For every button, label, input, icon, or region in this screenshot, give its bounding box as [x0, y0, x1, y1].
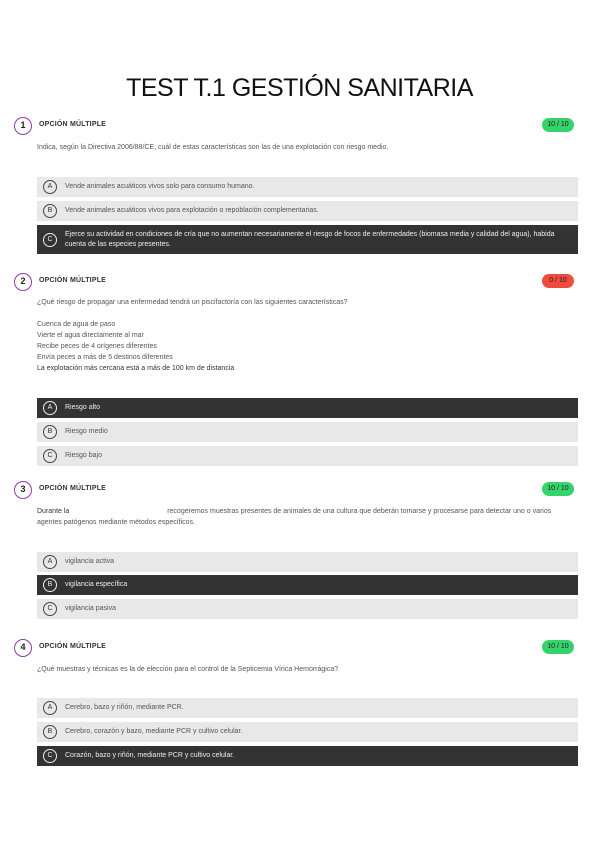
- question-type: OPCIÓN MÚLTIPLE: [39, 277, 107, 284]
- score-badge: 0 / 10: [542, 274, 574, 288]
- option-letter: C: [43, 602, 57, 616]
- option-text: Riesgo medio: [65, 428, 108, 435]
- question-text: Indica, según la Directiva 2006/88/CE, cuál de estas características son las de una explotación con riesgo medio.: [37, 144, 389, 151]
- answer-option[interactable]: [37, 422, 578, 442]
- option-text: Corazón, bazo y riñón, mediante PCR y cultivo celular.: [65, 752, 235, 759]
- option-letter: B: [43, 425, 57, 439]
- question-header: [14, 481, 574, 499]
- option-letter: A: [43, 401, 57, 415]
- question-header: [14, 639, 574, 657]
- option-letter: C: [43, 749, 57, 763]
- question-header: [14, 273, 574, 291]
- option-letter: B: [43, 578, 57, 592]
- detail-line: Vierte el agua directamente al mar: [37, 332, 144, 339]
- detail-line: Recibe peces de 4 orígenes diferentes: [37, 343, 157, 350]
- answer-option[interactable]: [37, 599, 578, 619]
- question-number: 4: [14, 639, 32, 657]
- answer-option[interactable]: [37, 446, 578, 466]
- option-text: Cerebro, bazo y riñón, mediante PCR.: [65, 704, 184, 711]
- detail-line: Cuenca de agua de paso: [37, 321, 116, 328]
- answer-option[interactable]: [37, 177, 578, 197]
- option-letter: A: [43, 701, 57, 715]
- question-text-end: recogeremos muestras presentes de animales de una cultura que deberán tomarse y procesarse para detectar uno o varios agentes patógenos mediante métodos específicos.: [37, 508, 552, 526]
- answer-option[interactable]: [37, 698, 578, 718]
- question-number: 2: [14, 273, 32, 291]
- option-text: Vende animales acuáticos vivos solo para consumo humano.: [65, 183, 255, 190]
- question-type: OPCIÓN MÚLTIPLE: [39, 121, 107, 128]
- question-type: OPCIÓN MÚLTIPLE: [39, 485, 107, 492]
- answer-option-selected[interactable]: [37, 575, 578, 595]
- question-type: OPCIÓN MÚLTIPLE: [39, 643, 107, 650]
- answer-option-selected[interactable]: [37, 225, 578, 254]
- detail-line: Envía peces a más de 5 destinos diferentes: [37, 354, 173, 361]
- option-letter: B: [43, 204, 57, 218]
- question-number: 3: [14, 481, 32, 499]
- page-title: TEST T.1 GESTIÓN SANITARIA: [126, 74, 473, 102]
- option-letter: C: [43, 233, 57, 247]
- question-details: [37, 319, 437, 374]
- answer-option-selected[interactable]: [37, 398, 578, 418]
- answer-option[interactable]: [37, 552, 578, 572]
- option-letter: A: [43, 555, 57, 569]
- option-letter: B: [43, 725, 57, 739]
- question-text: ¿Qué muestras y técnicas es la de elección para el control de la Septicemia Vírica Hemorrágica?: [37, 666, 339, 673]
- option-text: vigilancia específica: [65, 581, 128, 588]
- option-text: Riesgo alto: [65, 404, 101, 411]
- option-text: Riesgo bajo: [65, 452, 102, 459]
- option-letter: A: [43, 180, 57, 194]
- option-text: vigilancia pasiva: [65, 605, 116, 612]
- score-badge: 10 / 10: [542, 482, 574, 496]
- question-text: ¿Qué riesgo de propagar una enfermedad tendrá un piscifactoría con las siguientes características?: [37, 299, 348, 306]
- score-badge: 10 / 10: [542, 118, 574, 132]
- option-letter: C: [43, 449, 57, 463]
- option-text: vigilancia activa: [65, 558, 115, 565]
- option-text: Ejerce su actividad en condiciones de cría que no aumentan necesariamente el riesgo de focos de enfermedades (biomasa media y calidad del agua), habida cuenta de las especies presentes.: [65, 230, 555, 248]
- question-number: 1: [14, 117, 32, 135]
- question-text-start: Durante la: [37, 508, 70, 515]
- score-badge: 10 / 10: [542, 640, 574, 654]
- question-header: [14, 117, 574, 135]
- detail-line: La explotación más cercana está a más de 100 km de distancia: [37, 365, 235, 372]
- answer-option[interactable]: [37, 201, 578, 221]
- option-text: Cerebro, corazón y bazo, mediante PCR y cultivo celular.: [65, 728, 243, 735]
- answer-option-selected[interactable]: [37, 746, 578, 766]
- question-text: [37, 506, 577, 528]
- option-text: Vende animales acuáticos vivos para explotación o repoblación complementarias.: [65, 207, 319, 214]
- answer-option[interactable]: [37, 722, 578, 742]
